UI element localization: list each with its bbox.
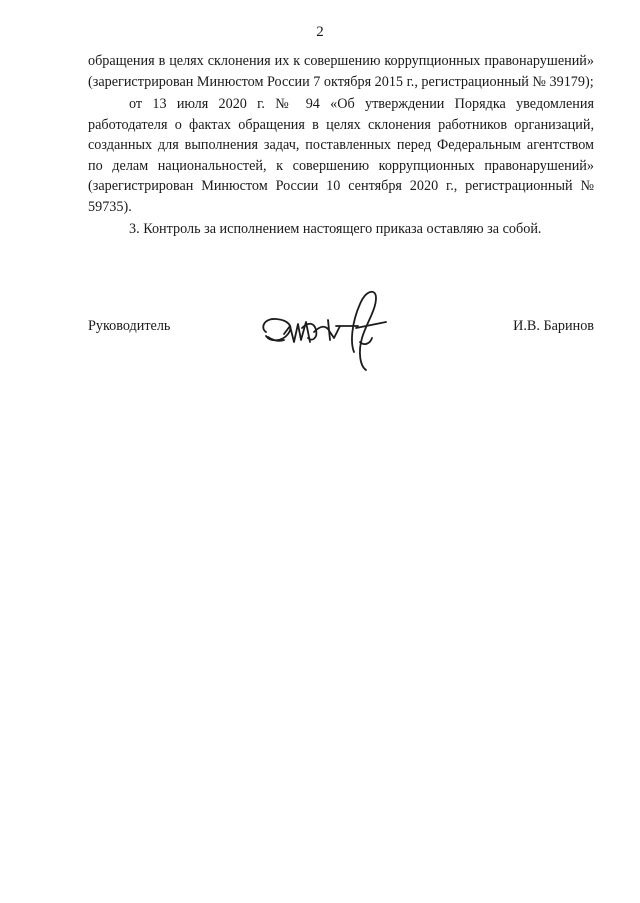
- signature-block: [88, 318, 594, 378]
- document-body: [88, 51, 594, 240]
- paragraph-continuation: обращения в целях склонения их к совершению коррупционных правонарушений» (зарегистрирован Минюстом России 7 октября 2015 г., регистрационный № 39179);: [88, 53, 594, 90]
- page-number: 2: [316, 24, 324, 40]
- paragraph-item-3: 3. Контроль за исполнением настоящего приказа оставляю за собой.: [129, 221, 542, 237]
- paragraph-order-94: от 13 июля 2020 г. № 94 «Об утверждении Порядка уведомления работодателя о фактах обращения в целях склонения работников организаций, созданных для выполнения задач, поставленных перед Федеральным агентством по делам национальностей, к совершению коррупционных правонарушений» (зарегистрирован Минюстом России 10 сентября 2020 г., регистрационный № 59735).: [88, 96, 594, 215]
- signatory-name: И.В. Баринов: [513, 318, 594, 334]
- handwritten-signature: [254, 282, 394, 374]
- signatory-position: Руководитель: [88, 318, 171, 334]
